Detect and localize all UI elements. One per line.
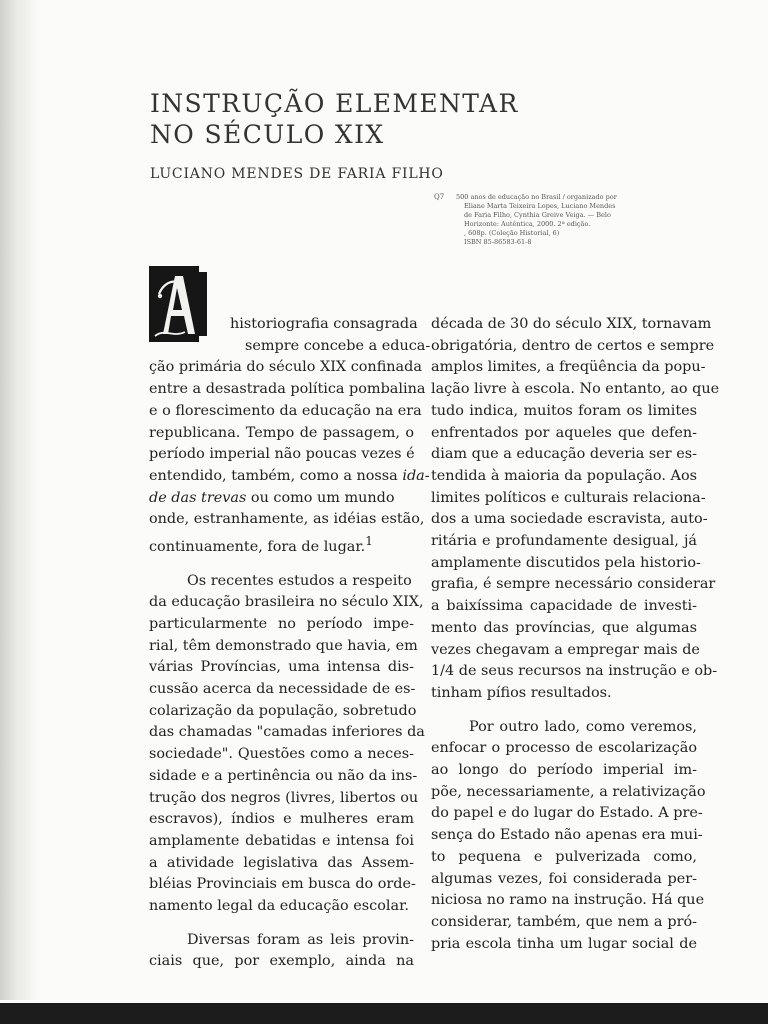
text-line: põe, necessariamente, a relativização <box>431 783 706 800</box>
text-line: tinham pífios resultados. <box>431 684 612 701</box>
text-line: ao longo do período imperial im- <box>431 762 697 779</box>
text-line: mento das províncias, que algumas <box>431 619 697 636</box>
text-line: colarização da população, sobretudo <box>149 702 417 719</box>
catalog-line: Horizonte: Autêntica, 2000. 2ª edição. <box>464 220 591 228</box>
text-line: historiografia consagrada <box>230 316 418 332</box>
text-line: grafia, é sempre necessário considerar <box>431 576 716 593</box>
text-line: a baixíssima capacidade de investi- <box>431 598 697 615</box>
text-line: algumas vezes, foi considerada per- <box>431 870 697 887</box>
text-line: limites políticos e culturais relaciona- <box>431 489 706 506</box>
text-segment: continuamente, fora de lugar. <box>149 538 366 555</box>
text-line: enfocar o processo de escolarização <box>431 740 697 757</box>
scan-bottom-edge <box>0 1003 768 1024</box>
text-line <box>149 466 430 488</box>
catalog-line: , 608p. (Coleção Historial, 6) <box>464 229 560 237</box>
text-line: sempre concebe a educa- <box>245 337 431 354</box>
text-line: onde, estranhamente, as idéias estão, <box>149 511 425 528</box>
text-line: namento legal da educação escolar. <box>149 898 409 915</box>
binding-shadow <box>0 0 40 1000</box>
author-name: LUCIANO MENDES DE FARIA FILHO <box>150 166 444 182</box>
text-line: tendida à maioria da população. Aos <box>431 467 697 484</box>
text-line: ciais que, por exemplo, ainda na <box>149 953 414 970</box>
text-line: pria escola tinha um lugar social de <box>431 935 697 952</box>
text-column-left <box>149 314 431 973</box>
text-line: amplamente discutidos pela historio- <box>431 554 701 571</box>
text-line: lação livre à escola. No entanto, ao que <box>431 381 720 398</box>
text-line: Por outro lado, como veremos, <box>469 718 697 735</box>
text-line: to pequena e pulverizada como, <box>431 848 697 865</box>
text-line: Os recentes estudos a respeito <box>187 572 412 589</box>
text-line: diam que a educação deveria ser es- <box>431 446 697 463</box>
text-line: a atividade legislativa das Assem- <box>149 854 414 871</box>
text-line: Diversas foram as leis provin- <box>187 931 414 948</box>
text-line: 1/4 de seus recursos na instrução e ob- <box>431 663 718 680</box>
catalog-line: Eliane Marta Teixeira Lopes, Luciano Mendes <box>464 202 616 210</box>
text-line: obrigatória, dentro de certos e sempre <box>431 337 715 354</box>
text-line: dos a uma sociedade escravista, auto- <box>431 511 708 528</box>
text-line: considerar, também, que nem a pró- <box>431 913 697 930</box>
text-line: do papel e do lugar do Estado. A pre- <box>431 805 703 822</box>
text-line: sidade e a pertinência ou não da ins- <box>149 767 418 784</box>
text-line: tudo indica, muitos foram os limites <box>431 402 697 419</box>
text-line: amplos limites, a freqüência da popu- <box>431 359 706 376</box>
text-line <box>149 488 414 510</box>
paragraph-gap <box>149 918 414 930</box>
text-line: amplamente debatidas e intensa foi <box>149 832 414 849</box>
text-line: entre a desastrada política pombalina <box>149 381 426 398</box>
text-line: sociedade". Questões como a neces- <box>149 746 414 763</box>
text-segment: entendido, também, como a nossa <box>149 467 403 484</box>
text-line: período imperial não poucas vezes é <box>149 446 415 463</box>
paragraph-gap <box>149 559 414 571</box>
text-line <box>149 531 414 559</box>
catalog-line: de Faria Filho, Cynthia Greive Veiga. — Belo <box>464 211 611 219</box>
catalog-code: Q7 <box>434 193 445 201</box>
text-line: vezes chegavam a empregar mais de <box>431 641 700 658</box>
text-line: e o florescimento da educação na era <box>149 402 422 419</box>
footnote-reference: 1 <box>365 534 373 549</box>
chapter-title-line1: INSTRUÇÃO ELEMENTAR <box>150 89 519 118</box>
text-line: republicana. Tempo de passagem, o <box>149 424 414 441</box>
text-line: ritária e profundamente desigual, já <box>431 533 697 550</box>
text-line: trução dos negros (livres, libertos ou <box>149 789 419 806</box>
text-line: ção primária do século XIX confinada <box>149 359 422 376</box>
text-segment: ou como um mundo <box>246 489 395 506</box>
text-line: sença do Estado não apenas era mui- <box>431 827 703 844</box>
text-column-right <box>431 314 720 955</box>
chapter-title-line2: NO SÉCULO XIX <box>150 120 385 149</box>
text-line: das chamadas "camadas inferiores da <box>149 724 425 741</box>
text-line: rial, têm demonstrado que havia, em <box>149 637 418 654</box>
italic-text: de das trevas <box>149 489 247 506</box>
text-line: bléias Provinciais em busca do orde- <box>149 876 416 893</box>
text-line: escravos), índios e mulheres eram <box>149 811 414 828</box>
text-line: cussão acerca da necessidade de es- <box>149 681 416 698</box>
text-line: da educação brasileira no século XIX, <box>149 594 424 611</box>
text-line: várias Províncias, uma intensa dis- <box>149 659 414 676</box>
italic-text: ida- <box>402 467 430 484</box>
text-line: década de 30 do século XIX, tornavam <box>431 316 712 332</box>
text-line: particularmente no período impe- <box>149 615 414 632</box>
catalog-record <box>456 193 626 247</box>
catalog-line: ISBN 85-86583-61-8 <box>464 238 532 246</box>
text-line: niciosa no ramo na instrução. Há que <box>431 892 705 909</box>
catalog-line: 500 anos de educação no Brasil / organizado por <box>456 193 617 201</box>
chapter-title <box>150 88 519 150</box>
paragraph-gap <box>431 705 697 717</box>
text-line: enfrentados por aqueles que defen- <box>431 424 697 441</box>
